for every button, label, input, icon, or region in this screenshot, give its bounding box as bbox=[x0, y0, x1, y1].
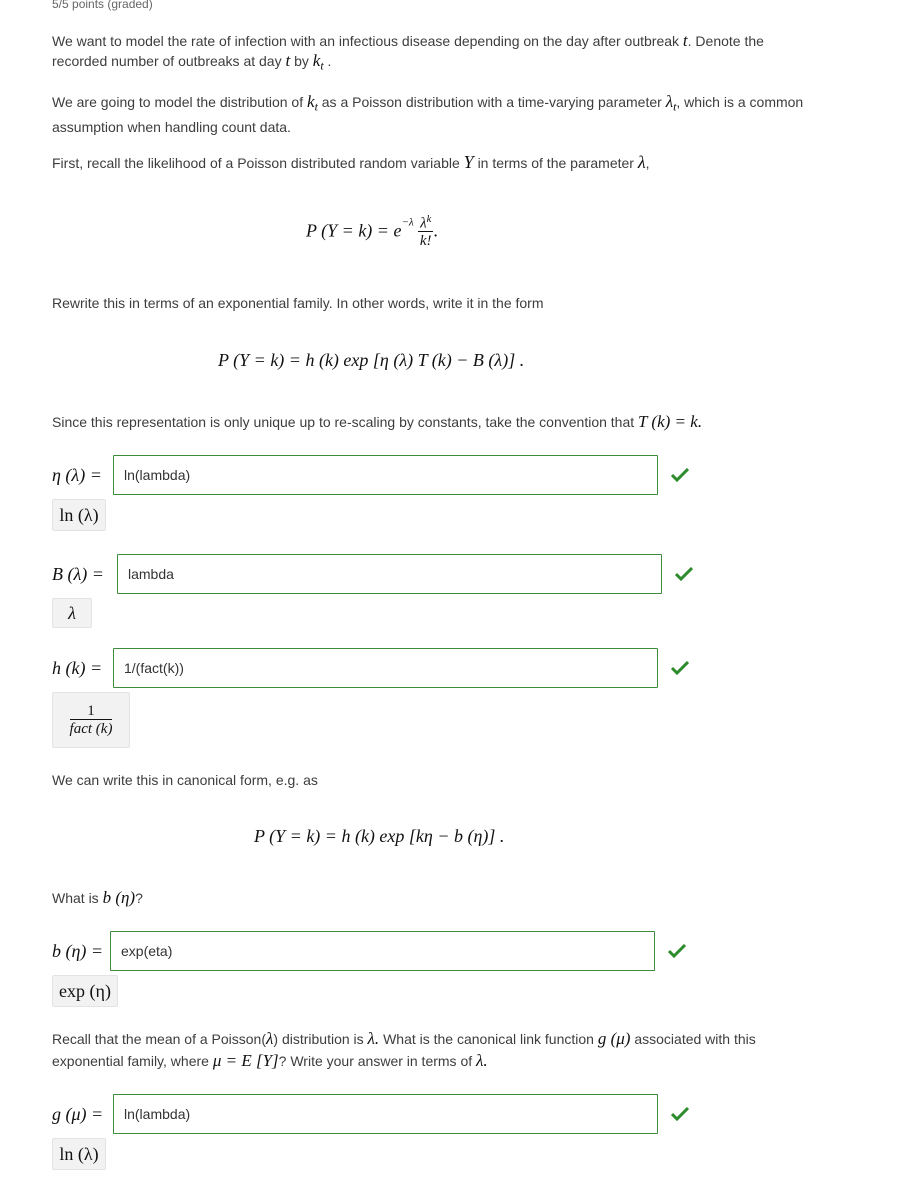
check-icon bbox=[671, 661, 689, 675]
h-k-input[interactable] bbox=[113, 648, 658, 688]
h-k-label: h (k) = bbox=[52, 658, 103, 678]
canonical-link-question: Recall that the mean of a Poisson(λ) distribution is λ. What is the canonical link function g (μ) associated with this exponential family, where μ = E [Y]? Write your answer in terms of λ. bbox=[52, 1029, 756, 1070]
check-icon bbox=[671, 468, 689, 482]
poisson-likelihood-equation: P $(Y = k) = e^{-\lambda}$ $\frac{\lambda^k}{k!}$ . bbox=[306, 214, 438, 250]
g-mu-label: g (μ) = bbox=[52, 1104, 104, 1124]
canonical-form-text: We can write this in canonical form, e.g. as bbox=[52, 772, 318, 788]
what-is-b-question: What is b (η)? bbox=[52, 888, 143, 907]
rewrite-instruction: Rewrite this in terms of an exponential family. In other words, write it in the form bbox=[52, 295, 544, 311]
eta-label: η (λ) = bbox=[52, 465, 102, 485]
g-mu-input[interactable] bbox=[113, 1094, 658, 1134]
canonical-form-equation: P (Y = k) = h (k) exp [kη − b (η)] . bbox=[254, 826, 505, 846]
check-icon bbox=[671, 1107, 689, 1121]
eta-input[interactable] bbox=[113, 455, 658, 495]
intro-paragraph-3: First, recall the likelihood of a Poisson distributed random variable Y in terms of the parameter λ, bbox=[52, 152, 650, 172]
b-lambda-preview: λ bbox=[52, 598, 92, 628]
b-lambda-input[interactable] bbox=[117, 554, 662, 594]
b-eta-preview: exp (η) bbox=[52, 975, 118, 1007]
convention-text: Since this representation is only unique up to re-scaling by constants, take the convention that T (k) = k. bbox=[52, 412, 703, 431]
check-icon bbox=[675, 567, 693, 581]
check-icon bbox=[668, 944, 686, 958]
intro-paragraph-1: We want to model the rate of infection with an infectious disease depending on the day after outbreak t. Denote the recorded number of outbreaks at day t by $k_t$ . bbox=[52, 31, 764, 73]
eta-preview: ln (λ) bbox=[52, 499, 106, 531]
intro-paragraph-2: We are going to model the distribution of $k_t$ as a Poisson distribution with a time-varying parameter $\lambda_t$, which is a common assumption when handling count data. bbox=[52, 92, 804, 135]
g-mu-preview: ln (λ) bbox=[52, 1138, 106, 1170]
b-lambda-label: B (λ) = bbox=[52, 564, 104, 584]
score-status: 5/5 points (graded) bbox=[52, 0, 153, 11]
b-eta-input[interactable] bbox=[110, 931, 655, 971]
h-k-preview: $\frac{1}{\text{fact (k)}}$ bbox=[52, 692, 130, 748]
exponential-family-equation: P (Y = k) = h (k) exp [η (λ) T (k) − B (λ)] . bbox=[218, 350, 525, 370]
b-eta-label: b (η) = bbox=[52, 941, 104, 961]
